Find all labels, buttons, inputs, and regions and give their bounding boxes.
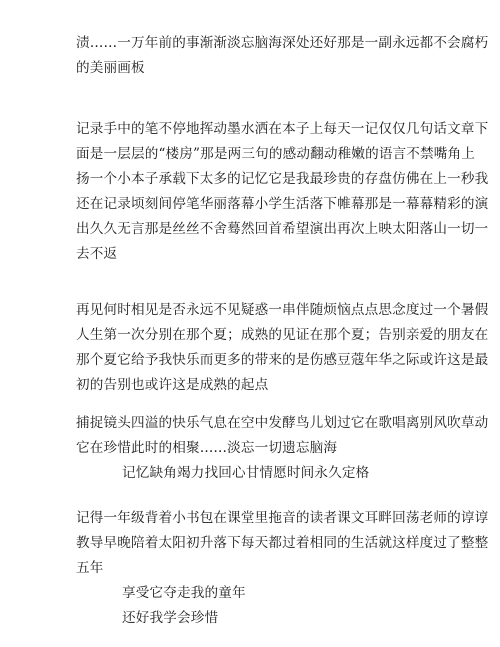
paragraph-2 [76, 117, 489, 267]
paragraph-3 [76, 298, 489, 398]
text-line: 教导早晚陪着太阳初升落下每天都过着相同的生活就这样度过了整整 [76, 535, 489, 551]
indented-text-line: 记忆缺角竭力找回心甘情愿时间永久定格 [122, 465, 370, 481]
text-line: 捕捉镜头四溢的快乐气息在空中发酵鸟儿划过它在歌唱离别风吹草动 [76, 415, 489, 431]
indented-text-line: 还好我学会珍惜 [122, 610, 219, 626]
text-line: 扬一个小本子承载下太多的记忆它是我最珍贵的存盘仿佛在上一秒我 [76, 171, 489, 187]
paragraph-1 [76, 31, 489, 81]
text-line: 再见何时相见是否永远不见疑惑一串伴随烦恼点点思念度过一个暑假 [76, 302, 489, 318]
text-line: 面是一层层的“楼房”那是两三句的感动翻动稚嫩的语言不禁嘴角上 [76, 146, 476, 162]
text-line: 出久久无言那是丝丝不舍蓦然回首希望演出再次上映太阳落山一切一 [76, 221, 489, 237]
text-line: 去不返 [76, 246, 118, 262]
text-line: 记录手中的笔不停地挥动墨水洒在本子上每天一记仅仅几句话文章下 [76, 121, 489, 137]
text-line: 人生第一次分别在那个夏；成熟的见证在那个夏；告别亲爱的朋友在 [76, 327, 489, 343]
text-line: 渍……一万年前的事渐渐淡忘脑海深处还好那是一副永远都不会腐朽 [76, 35, 489, 51]
text-line: 记得一年级背着小书包在课堂里拖音的读者课文耳畔回荡老师的谆谆 [76, 510, 489, 526]
text-line: 五年 [76, 560, 104, 576]
text-line: 它在珍惜此时的相聚……淡忘一切遗忘脑海 [76, 440, 338, 456]
text-line: 还在记录顷刻间停笔华丽落幕小学生活落下帷幕那是一幕幕精彩的演 [76, 196, 489, 212]
indented-text-line: 享受它夺走我的童年 [122, 585, 246, 601]
text-line: 初的告别也或许这是成熟的起点 [76, 377, 269, 393]
text-line: 的美丽画板 [76, 60, 145, 76]
text-line: 那个夏它给予我快乐而更多的带来的是伤感豆蔻年华之际或许这是最 [76, 352, 489, 368]
paragraph-4 [76, 411, 489, 486]
paragraph-5 [76, 506, 489, 631]
